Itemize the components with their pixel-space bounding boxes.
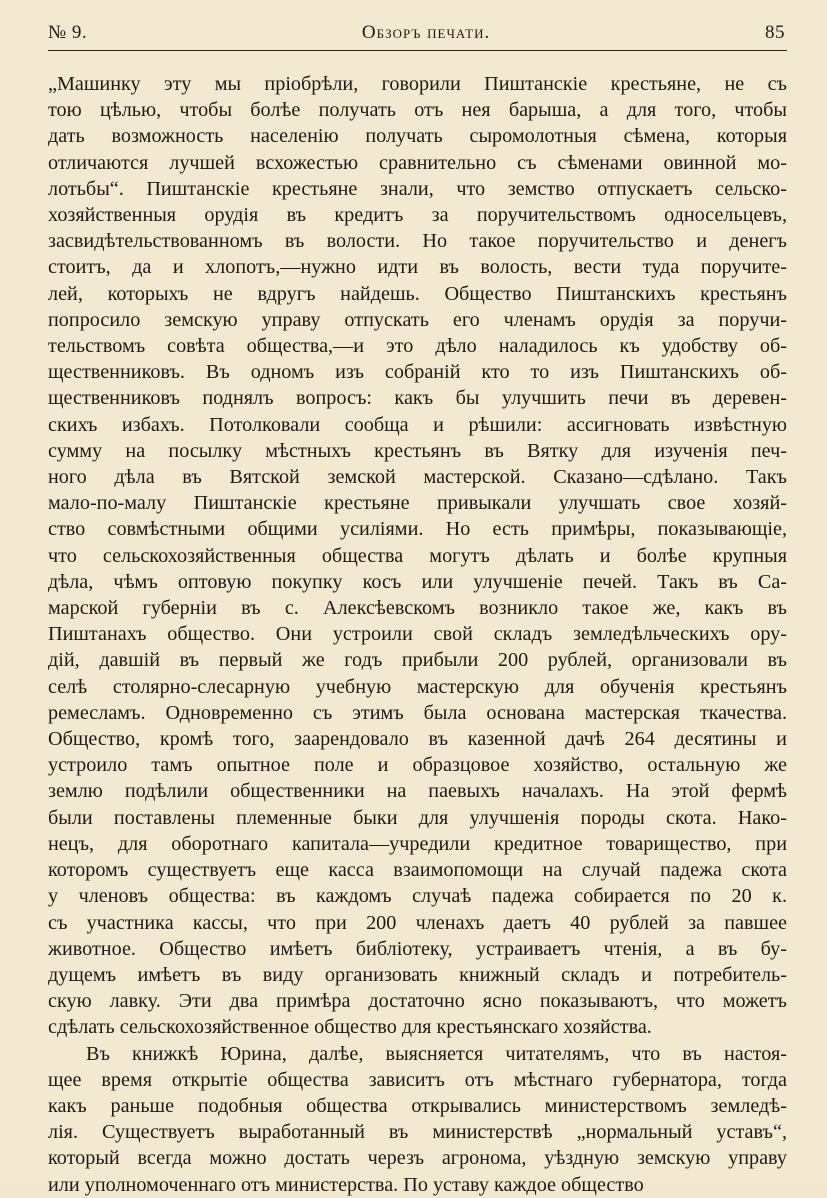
- text-line: мало-по-малу Пиштанскіе крестьяне привыкали улучшать свое хозяй-: [48, 492, 787, 515]
- text-line: Пиштанахъ общество. Они устроили свой складъ земледѣльческихъ ору-: [48, 623, 787, 646]
- running-title: Обзоръ печати.: [361, 22, 491, 43]
- text-line: нецъ, для оборотнаго капитала—учредили кредитное товарищество, при: [48, 832, 787, 855]
- text-line: Въ книжкѣ Юрина, далѣе, выясняется читателямъ, что въ настоя-: [86, 1042, 787, 1065]
- text-line: сдѣлать сельскохозяйственное общество для крестьянскаго хозяйства.: [48, 1016, 652, 1039]
- text-line: какъ раньше подобныя общества открывались министерствомъ земледѣ-: [48, 1094, 787, 1117]
- page-header: [48, 22, 787, 51]
- text-line: отличаются лучшей всхожестью сравнительно съ сѣменами овинной мо-: [48, 151, 787, 174]
- text-line: лія. Существуетъ выработанный въ министерствѣ „нормальный уставъ“,: [48, 1121, 787, 1144]
- text-line: „Машинку эту мы пріобрѣли, говорили Пиштанскіе крестьяне, не съ: [48, 73, 787, 95]
- text-line: засвидѣтельствованномъ въ волости. Но такое поручительство и денегъ: [48, 230, 787, 253]
- text-line: что сельскохозяйственныя общества могутъ дѣлать и болѣе крупныя: [48, 544, 787, 567]
- text-line: лей, которыхъ не вдругъ найдешь. Общество Пиштанскихъ крестьянъ: [48, 282, 787, 305]
- text-line: дать возможность населенію получать сыромолотныя сѣмена, которыя: [48, 125, 787, 148]
- text-line: ного дѣла въ Вятской земской мастерской. Сказано—сдѣлано. Такъ: [48, 466, 787, 489]
- text-line: щественниковъ. Въ одномъ изъ собраній кто то изъ Пиштанскихъ об-: [48, 361, 787, 384]
- text-line: землю подѣлили общественники на паевыхъ началахъ. На этой фермѣ: [48, 780, 787, 803]
- text-line: который всегда можно достать черезъ агронома, уѣздную земскую управу: [48, 1147, 787, 1170]
- text-line: дущемъ имѣетъ въ виду организовать книжный складъ и потребитель-: [48, 963, 787, 986]
- text-line: тою цѣлью, чтобы болѣе получать отъ нея барыша, а для того, чтобы: [48, 99, 787, 122]
- text-line: или уполномоченнаго отъ министерства. По уставу каждое общество: [48, 1173, 644, 1196]
- text-line: дѣла, чѣмъ оптовую покупку косъ или улучшеніе печей. Такъ въ Са-: [48, 570, 787, 593]
- text-line: ство совмѣстными общими усиліями. Но есть примѣры, показывающіе,: [48, 518, 787, 541]
- article-body: [48, 71, 787, 1198]
- text-line: были поставлены племенные быки для улучшенія породы скота. Нако-: [48, 806, 787, 829]
- text-line: щее время открытіе общества зависитъ отъ мѣстнаго губернатора, тогда: [48, 1068, 787, 1091]
- text-line: щественниковъ поднялъ вопросъ: какъ бы улучшить печи въ деревен-: [48, 387, 787, 410]
- text-line: тельствомъ совѣта общества,—и это дѣло наладилось къ удобству об-: [48, 335, 787, 358]
- text-line: лотьбы“. Пиштанскіе крестьяне знали, что земство отпускаетъ сельско-: [48, 177, 787, 200]
- text-line: стоитъ, да и хлопотъ,—нужно идти въ волость, вести туда поручите-: [48, 256, 787, 279]
- paragraph-2: [48, 1041, 787, 1198]
- text-line: ремесламъ. Одновременно съ этимъ была основана мастерская ткачества.: [48, 701, 787, 724]
- text-line: скую лавку. Эти два примѣра достаточно ясно показываютъ, что можетъ: [48, 990, 787, 1013]
- issue-number: № 9.: [48, 22, 88, 43]
- text-line: попросило земскую управу отпускать его членамъ орудія за поручи-: [48, 308, 787, 331]
- text-line: марской губерніи въ с. Алексѣевскомъ возникло такое же, какъ въ: [48, 597, 787, 620]
- text-line: дій, давшій въ первый же годъ прибыли 200 рублей, организовали въ: [48, 649, 787, 672]
- page-number: 85: [765, 22, 785, 43]
- text-line: сумму на посылку мѣстныхъ крестьянъ въ Вятку для изученія печ-: [48, 439, 787, 462]
- text-line: которомъ существуетъ еще касса взаимопомощи на случай падежа скота: [48, 859, 787, 882]
- text-line: Общество, кромѣ того, заарендовало въ казенной дачѣ 264 десятины и: [48, 728, 787, 751]
- text-line: у членовъ общества: въ каждомъ случаѣ падежа собирается по 20 к.: [48, 885, 787, 908]
- text-line: устроило тамъ опытное поле и образцовое хозяйство, остальную же: [48, 754, 787, 777]
- paragraph-1: [48, 71, 787, 1041]
- text-line: хозяйственныя орудія въ кредитъ за поручительствомъ односельцевъ,: [48, 204, 787, 227]
- text-line: животное. Общество имѣетъ библіотеку, устраиваетъ чтенія, а въ бу-: [48, 937, 787, 960]
- text-line: селѣ столярно-слесарную учебную мастерскую для обученія крестьянъ: [48, 675, 787, 698]
- text-line: скихъ избахъ. Потолковали сообща и рѣшили: ассигновать извѣстную: [48, 413, 787, 436]
- text-line: съ участника кассы, что при 200 членахъ даетъ 40 рублей за павшее: [48, 911, 787, 934]
